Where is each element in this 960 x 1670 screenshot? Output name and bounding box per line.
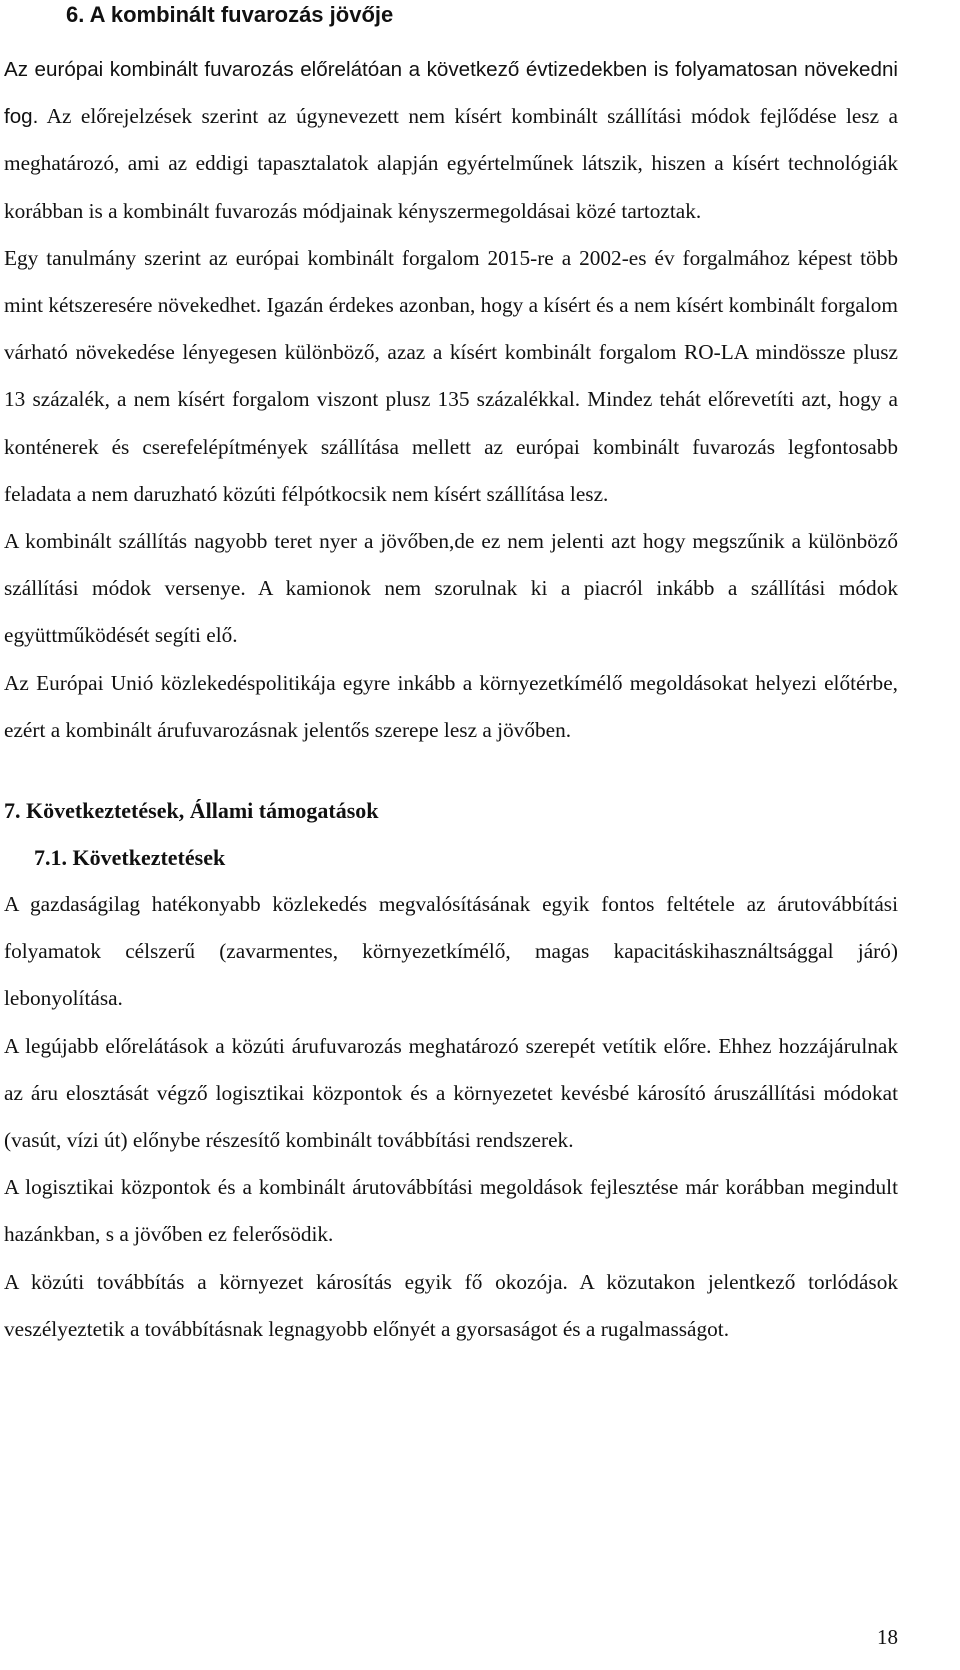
paragraph: A logisztikai központok és a kombinált árutovábbítási megoldások fejlesztése már korábban megindult hazánkban, s a jövőben ez felerősödik. <box>4 1175 898 1247</box>
paragraph: A közúti továbbítás a környezet károsítás egyik fő okozója. A közutakon jelentkező torlódások veszélyeztetik a továbbításnak legnagyobb előnyét a gyorsaságot és a rugalmasságot. <box>4 1269 898 1341</box>
paragraph-serif-part: Az előrejelzések szerint az úgynevezett nem kísért kombinált szállítási módok fejlődése lesz a meghatározó, ami az eddigi tapasztalatok alapján egyértelműnek látszik, hiszen a kísért technológiák korábban is a kombinált fuvarozás módjainak kényszermegoldásai közé tartoztak. <box>4 104 898 223</box>
paragraph: A gazdaságilag hatékonyabb közlekedés megvalósításának egyik fontos feltétele az árutovábbítási folyamatok célszerű (zavarmentes, környezetkímélő, magas kapacitáskihasználtsággal járó) lebonyolítása. <box>4 892 898 1011</box>
paragraph-sans-part: Az európai kombinált fuvarozás előrelátóan a következő évtizedekben is folyamatosan növekedni fog. <box>4 58 898 129</box>
subsection-heading: 7.1. Következtetések <box>34 845 226 871</box>
paragraph <box>4 235 898 518</box>
paragraph-first-part: Egy tanulmány szerint az európai kombinált forgalom 2015-re a 2002-es év forgalmához képest több mint kétszeresére növekedhet. <box>4 245 898 318</box>
section-heading: 7. Következtetések, Állami támogatások <box>4 798 379 824</box>
page-number: 18 <box>877 1625 898 1649</box>
paragraph-second-part: Igazán érdekes azonban, hogy a kísért és a nem kísért kombinált forgalom várható növekedése lényegesen különböző, azaz a kísért kombinált forgalom RO-LA mindössze plusz 13 százalék, a nem kísért forgalom viszont plusz 135 százalékkal. Mindez tehát előrevetíti azt, hogy a konténerek és cserefelépítmények szállítása mellett az európai kombinált fuvarozás legfontosabb feladata a nem daruzható közúti félpótkocsik nem kísért szállítása lesz. <box>4 293 898 506</box>
section-heading: 6. A kombinált fuvarozás jövője <box>66 2 394 27</box>
page-content <box>4 0 898 1353</box>
paragraph: A kombinált szállítás nagyobb teret nyer a jövőben,de ez nem jelenti azt hogy megszűnik a különböző szállítási módok versenye. A kamionok nem szorulnak ki a piacról inkább a szállítási módok együttműködését segíti elő. <box>4 529 898 648</box>
paragraph: A legújabb előrelátások a közúti árufuvarozás meghatározó szerepét vetítik előre. Ehhez hozzájárulnak az áru elosztását végző logisztikai központok és a környezetet kevésbé károsító áruszállítási módokat (vasút, vízi út) előnybe részesítő kombinált továbbítási rendszerek. <box>4 1033 898 1153</box>
paragraph <box>4 46 898 235</box>
paragraph: Az Európai Unió közlekedéspolitikája egyre inkább a környezetkímélő megoldásokat helyezi előtérbe, ezért a kombinált árufuvarozásnak jelentős szerepe lesz a jövőben. <box>4 670 898 742</box>
